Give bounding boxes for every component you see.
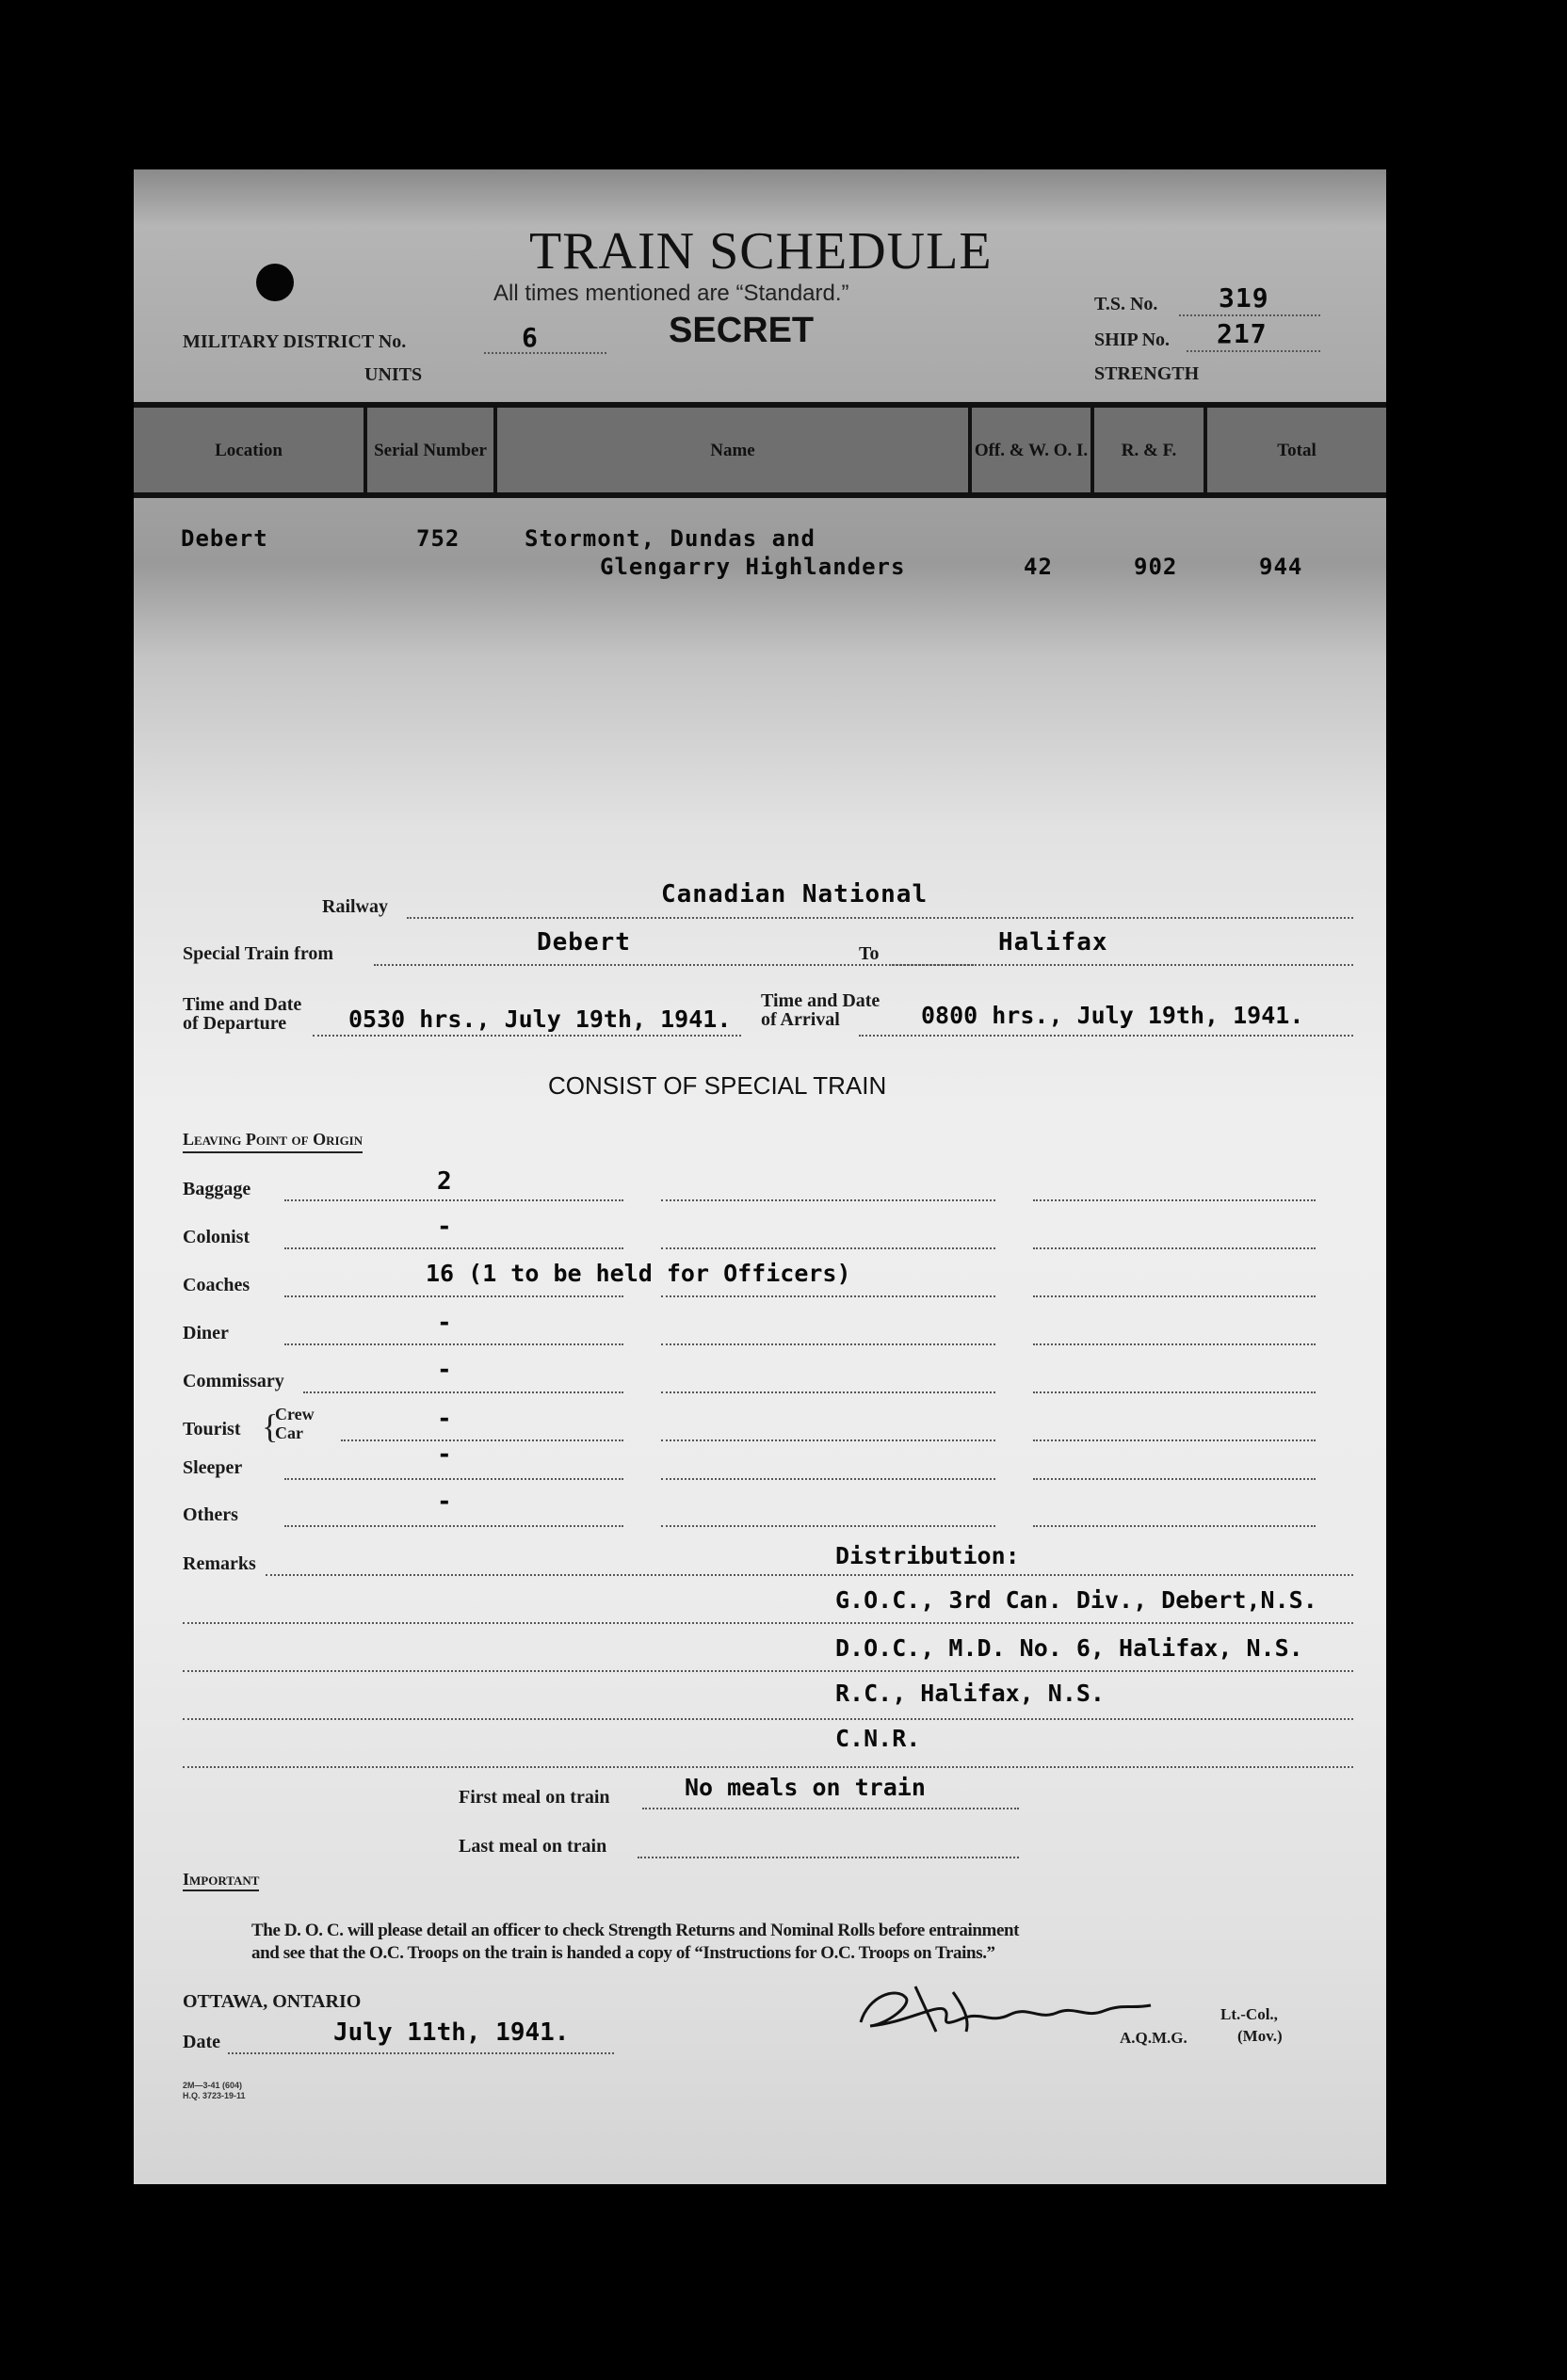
- railway-value: Canadian National: [661, 880, 929, 909]
- ship-number-label: SHIP No.: [1094, 330, 1171, 350]
- form-code: [183, 2081, 246, 2101]
- important-heading: Important: [183, 1870, 259, 1891]
- consist-value-commissary: -: [437, 1356, 453, 1384]
- row-serial: 752: [416, 525, 460, 552]
- punch-hole: [256, 264, 294, 301]
- ts-number-label: T.S. No.: [1094, 294, 1158, 314]
- distribution-heading: Distribution:: [835, 1542, 1020, 1569]
- consist-label-colonist: Colonist: [183, 1227, 250, 1247]
- to-value: Halifax: [998, 928, 1108, 957]
- col-rank-and-file: R. & F.: [1121, 440, 1177, 460]
- departure-label: [183, 995, 301, 1033]
- consist-value-others: -: [437, 1488, 453, 1516]
- form-code-line2: H.Q. 3723-19-11: [183, 2091, 246, 2100]
- classification-label: SECRET: [669, 311, 815, 350]
- row-location: Debert: [181, 525, 268, 552]
- signature-rank: Lt.-Col.,: [1220, 2005, 1278, 2023]
- signature-title: A.Q.M.G.: [1120, 2029, 1187, 2047]
- departure-value: 0530 hrs., July 19th, 1941.: [348, 1005, 732, 1033]
- consist-value-colonist: -: [437, 1213, 453, 1241]
- units-table-header: [134, 402, 1386, 498]
- tourist-car-label: Car: [275, 1423, 303, 1442]
- date-label: Date: [183, 2032, 220, 2052]
- consist-label-sleeper: Sleeper: [183, 1457, 243, 1478]
- row-total: 944: [1259, 554, 1303, 580]
- row-officers: 42: [1024, 554, 1053, 580]
- consist-label-coaches: Coaches: [183, 1275, 250, 1295]
- units-label: UNITS: [364, 364, 423, 385]
- consist-label-tourist: Tourist: [183, 1419, 241, 1439]
- col-officers: Off. & W. O. I.: [974, 440, 1089, 460]
- important-text-line2: and see that the O.C. Troops on the train is handed a copy of “Instructions for O.C. Troops on Trains.”: [251, 1943, 995, 1963]
- strength-label: STRENGTH: [1094, 363, 1200, 384]
- ship-number-value: 217: [1217, 318, 1268, 349]
- date-value: July 11th, 1941.: [333, 2018, 570, 2047]
- col-location: Location: [215, 440, 283, 460]
- place-label: OTTAWA, ONTARIO: [183, 1991, 362, 2012]
- distribution-item: D.O.C., M.D. No. 6, Halifax, N.S.: [835, 1634, 1303, 1662]
- arrival-label-line2: of Arrival: [761, 1009, 840, 1030]
- railway-label: Railway: [322, 896, 388, 917]
- distribution-item: C.N.R.: [835, 1725, 921, 1752]
- departure-label-line2: of Departure: [183, 1013, 287, 1034]
- form-code-line1: 2M—3-41 (604): [183, 2081, 243, 2090]
- consist-label-others: Others: [183, 1504, 238, 1525]
- form-subtitle: All times mentioned are “Standard.”: [493, 281, 849, 306]
- distribution-item: R.C., Halifax, N.S.: [835, 1680, 1105, 1707]
- remarks-label: Remarks: [183, 1553, 256, 1574]
- tourist-sublabels: [275, 1405, 315, 1442]
- form-title: TRAIN SCHEDULE: [529, 222, 993, 281]
- to-label: To: [859, 943, 880, 964]
- col-name: Name: [710, 440, 755, 460]
- departure-label-line1: Time and Date: [183, 994, 302, 1015]
- consist-value-diner: -: [437, 1309, 453, 1337]
- last-meal-label: Last meal on train: [459, 1836, 607, 1857]
- military-district-label: MILITARY DISTRICT No.: [183, 331, 407, 352]
- row-name-line2: Glengarry Highlanders: [600, 554, 906, 580]
- consist-label-commissary: Commissary: [183, 1371, 284, 1391]
- distribution-item: G.O.C., 3rd Can. Div., Debert,N.S.: [835, 1586, 1317, 1614]
- first-meal-value: No meals on train: [685, 1774, 926, 1801]
- consist-value-tourist: -: [437, 1405, 453, 1433]
- row-name-line1: Stormont, Dundas and: [525, 525, 816, 552]
- signature-mov: (Mov.): [1237, 2027, 1283, 2045]
- tourist-crew-label: Crew: [275, 1405, 315, 1423]
- consist-value-baggage: 2: [437, 1167, 453, 1196]
- arrival-label: [761, 991, 880, 1029]
- consist-value-sleeper: -: [437, 1440, 453, 1469]
- consist-label-diner: Diner: [183, 1323, 229, 1343]
- row-rank-and-file: 902: [1134, 554, 1178, 580]
- military-district-value: 6: [522, 322, 539, 353]
- consist-value-coaches: 16 (1 to be held for Officers): [426, 1260, 851, 1287]
- from-label: Special Train from: [183, 943, 333, 964]
- tourist-brace: {: [262, 1407, 279, 1445]
- from-value: Debert: [537, 928, 631, 957]
- arrival-label-line1: Time and Date: [761, 990, 880, 1011]
- col-serial-number: Serial Number: [374, 440, 487, 460]
- arrival-value: 0800 hrs., July 19th, 1941.: [921, 1002, 1304, 1029]
- train-schedule-form: [134, 169, 1386, 2184]
- consist-label-baggage: Baggage: [183, 1179, 251, 1199]
- leaving-point-label: Leaving Point of Origin: [183, 1130, 363, 1153]
- col-total: Total: [1277, 440, 1317, 460]
- consist-heading: CONSIST OF SPECIAL TRAIN: [548, 1071, 887, 1100]
- important-text-line1: The D. O. C. will please detail an officer to check Strength Returns and Nominal Rolls before entrainment: [251, 1921, 1020, 1940]
- ts-number-value: 319: [1219, 282, 1269, 314]
- first-meal-label: First meal on train: [459, 1787, 610, 1808]
